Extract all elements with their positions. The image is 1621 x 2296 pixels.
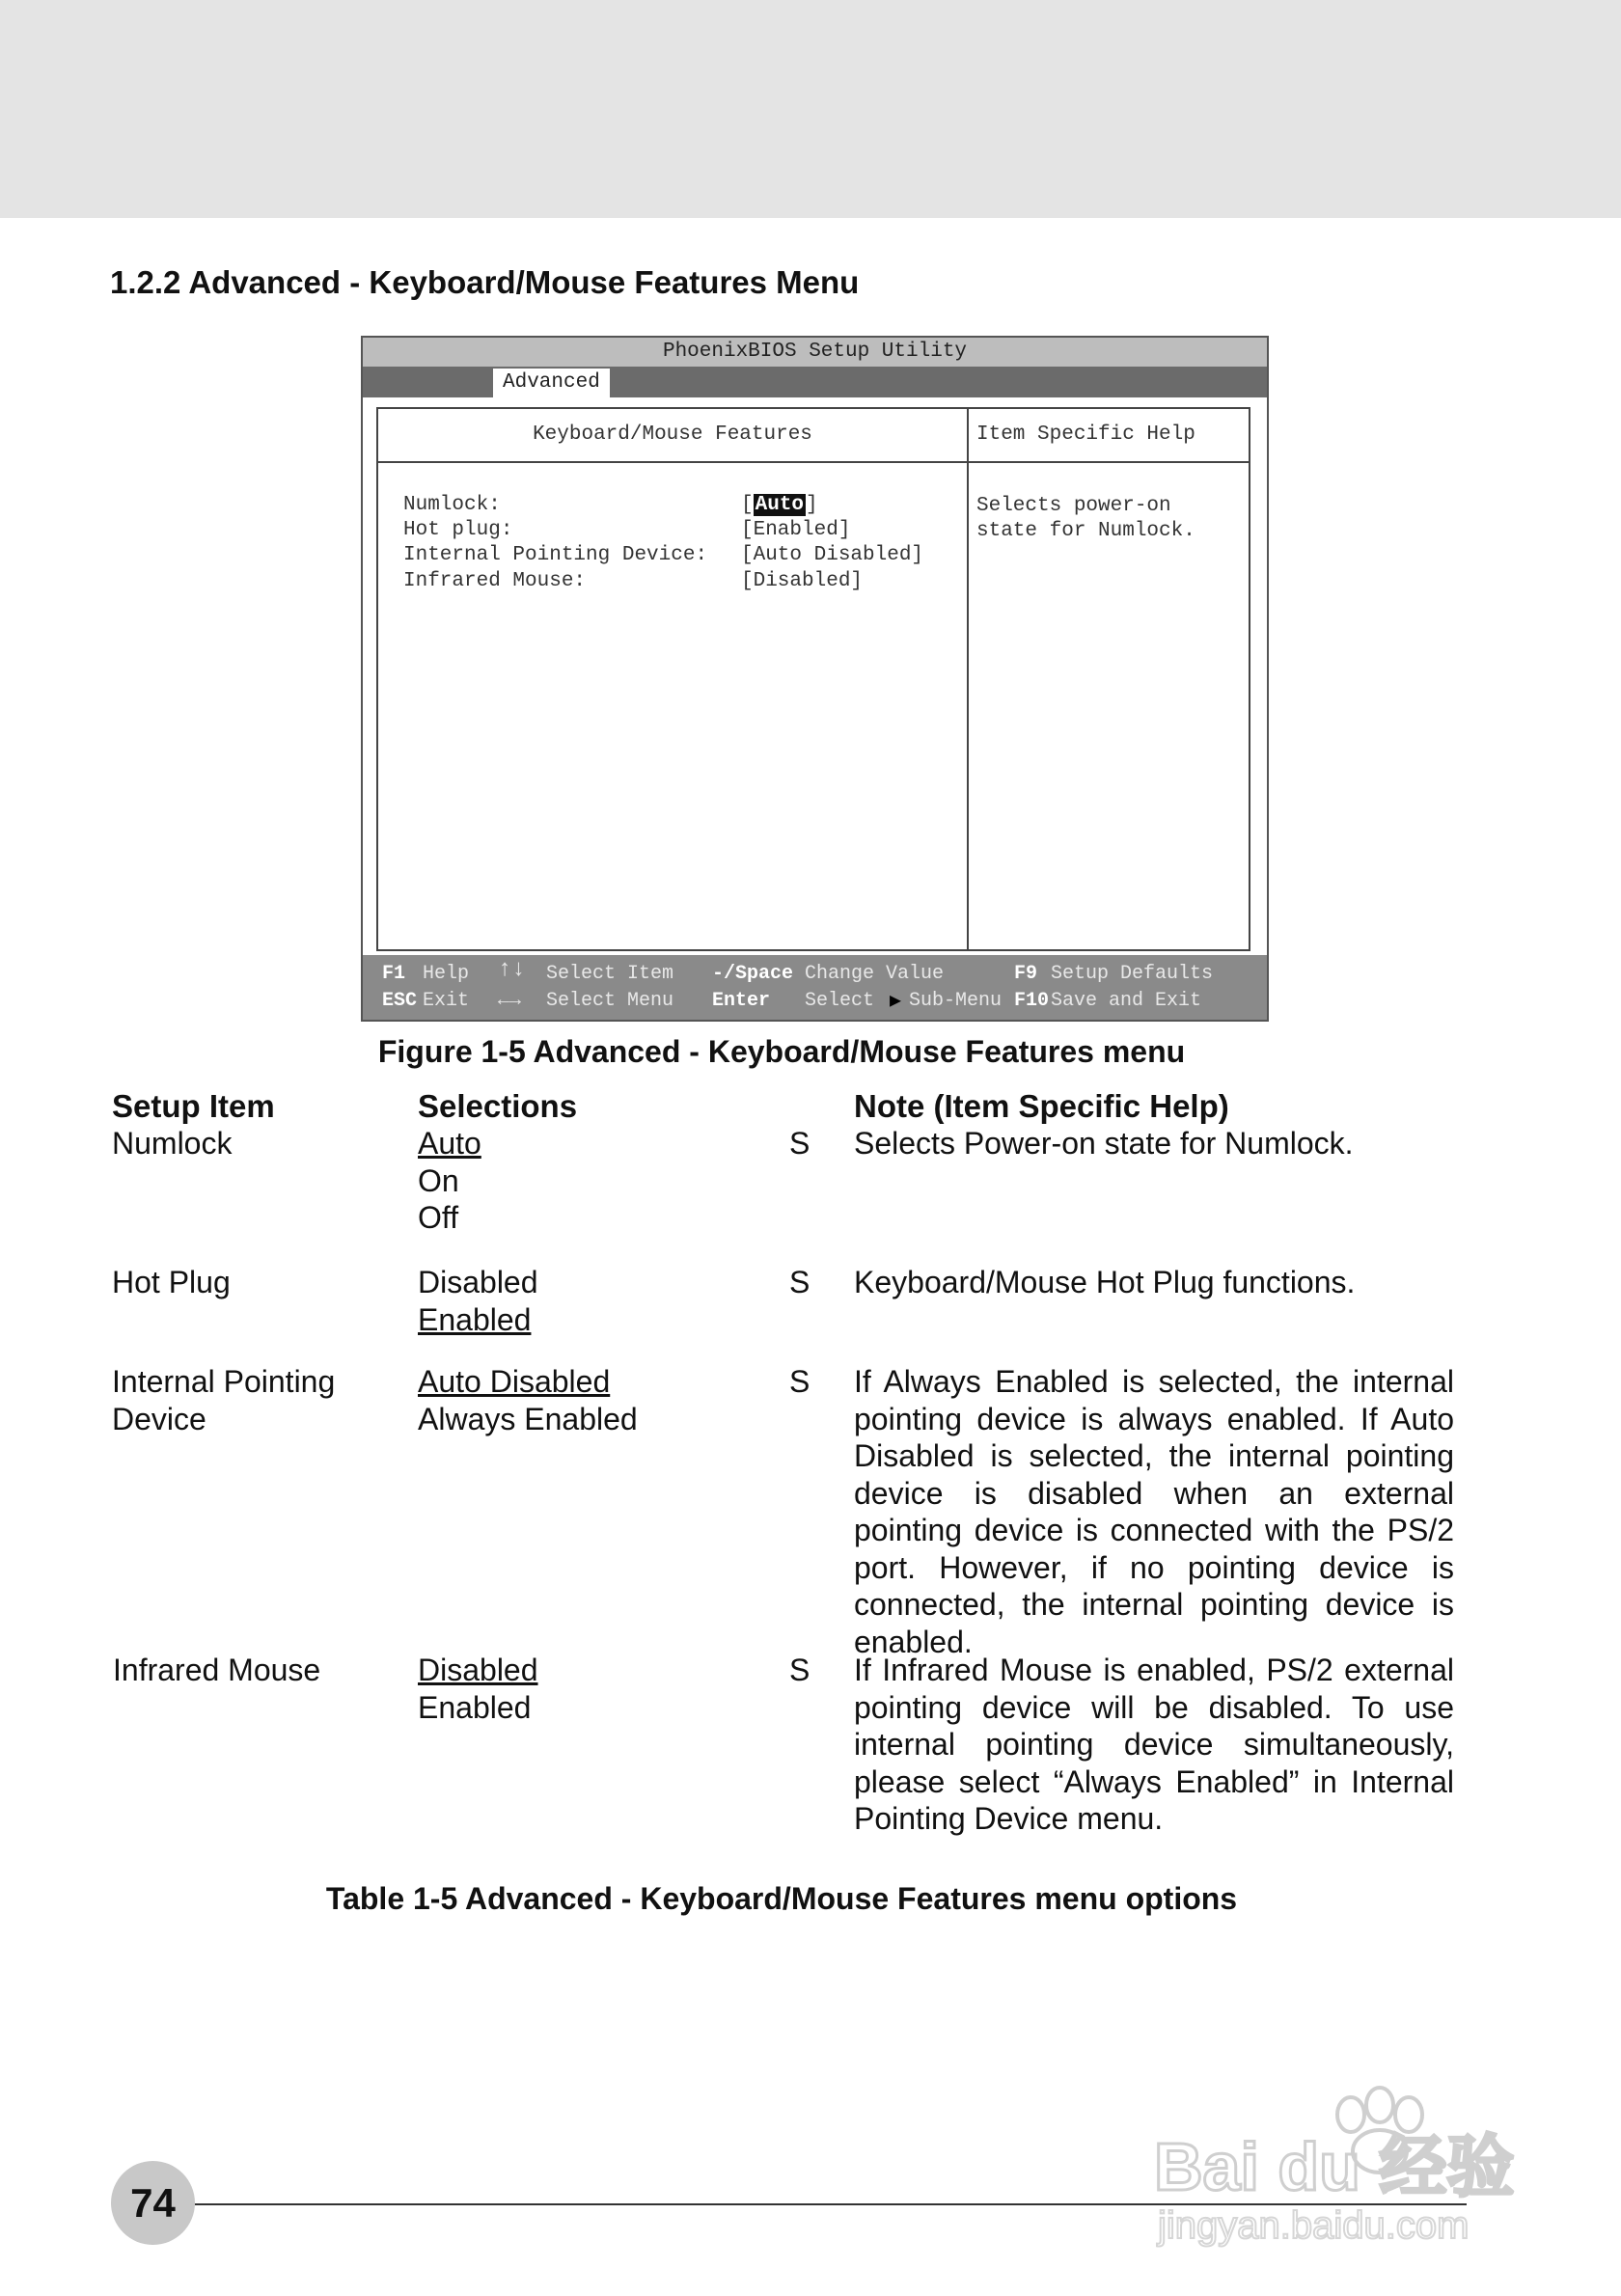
- key-esc: ESC: [382, 990, 418, 1012]
- table-cell-item: Numlock: [112, 1126, 233, 1161]
- page-number: 74: [111, 2161, 195, 2245]
- selection-list: [418, 1264, 538, 1338]
- footer-label: Select Menu: [546, 990, 674, 1012]
- bios-screenshot: [361, 336, 1269, 1022]
- selection: On: [418, 1162, 459, 1198]
- bios-row-value[interactable]: [Disabled]: [741, 570, 864, 592]
- table-cell-item: Infrared Mouse: [113, 1653, 321, 1687]
- footer-label: Sub-Menu: [909, 990, 1003, 1012]
- bios-tab-advanced[interactable]: Advanced: [493, 369, 610, 397]
- selection-list: [418, 1125, 481, 1237]
- table-cell-flag: S: [789, 1265, 810, 1299]
- bracket: ]: [806, 494, 818, 516]
- section-title: 1.2.2 Advanced - Keyboard/Mouse Features Menu: [110, 264, 860, 300]
- left-right-arrows-icon: ←→: [498, 990, 522, 1012]
- table-cell-note: If Always Enabled is selected, the internal pointing device is always enabled. If Auto Disabled is selected, the internal pointing device is disabled when an external pointing device is connected with the PS/2 port. However, if no pointing device is connected, the internal pointing device is enabled.: [854, 1364, 1454, 1659]
- bios-frame: [376, 407, 1250, 951]
- key-f9: F9: [1014, 963, 1038, 985]
- bios-panel-title: Keyboard/Mouse Features: [533, 424, 812, 446]
- key-f10: F10: [1014, 990, 1050, 1012]
- table-cell-flag: S: [789, 1653, 810, 1687]
- footer-label: Select Item: [546, 963, 674, 985]
- table-cell-note: Keyboard/Mouse Hot Plug functions.: [854, 1265, 1356, 1299]
- up-down-arrows-icon: ↑↓: [498, 957, 526, 983]
- table-cell-item: Internal Pointing Device: [112, 1364, 336, 1436]
- table-header-item: Setup Item: [112, 1088, 275, 1124]
- key-enter: Enter: [712, 990, 771, 1012]
- default-selection: Enabled: [418, 1301, 532, 1337]
- table-cell-flag: S: [789, 1364, 810, 1399]
- bios-row-value[interactable]: [Enabled]: [741, 519, 851, 541]
- default-selection: Disabled: [418, 1653, 538, 1687]
- table-header-note: Note (Item Specific Help): [854, 1088, 1229, 1124]
- bios-row-label: Hot plug:: [403, 519, 513, 541]
- footer-label: Save and Exit: [1051, 990, 1202, 1012]
- table-cell-note: Selects Power-on state for Numlock.: [854, 1126, 1354, 1161]
- bios-divider: [967, 409, 969, 949]
- table-cell-item: Hot Plug: [112, 1265, 231, 1299]
- selection: Always Enabled: [418, 1401, 638, 1436]
- bios-row-label: Infrared Mouse:: [403, 570, 587, 592]
- bios-row-label: Internal Pointing Device:: [403, 544, 708, 566]
- footer-label: Exit: [423, 990, 470, 1012]
- figure-caption: Figure 1-5 Advanced - Keyboard/Mouse Features menu: [377, 1034, 1186, 1069]
- watermark-url: jingyan.baidu.com: [1158, 2204, 1470, 2247]
- bracket: [: [741, 494, 754, 516]
- selection: Enabled: [418, 1689, 532, 1725]
- selection: Off: [418, 1200, 459, 1235]
- bios-title: PhoenixBIOS Setup Utility: [363, 338, 1267, 367]
- triangle-right-icon: ▶: [890, 991, 902, 1013]
- selection: Disabled: [418, 1265, 538, 1299]
- baidu-watermark: [1148, 2055, 1525, 2248]
- default-selection: Auto Disabled: [418, 1364, 611, 1399]
- header-band: [0, 0, 1621, 218]
- selected-value[interactable]: Auto: [755, 494, 805, 516]
- footer-label: Help: [423, 963, 470, 985]
- default-selection: Auto: [418, 1126, 481, 1161]
- watermark-brand: Bai du 经验: [1154, 2129, 1515, 2204]
- selection-list: [418, 1652, 538, 1726]
- key-f1: F1: [382, 963, 406, 985]
- selection-list: [418, 1363, 638, 1437]
- bios-help-title: Item Specific Help: [976, 424, 1195, 446]
- footer-label: Select: [805, 990, 875, 1012]
- bios-footer: [363, 955, 1267, 1020]
- key-minus-space: -/Space: [712, 963, 794, 985]
- footer-label: Change Value: [805, 963, 945, 985]
- bios-divider: [378, 461, 1249, 463]
- bios-help-text: Selects power-on state for Numlock.: [976, 495, 1195, 542]
- bios-row-value[interactable]: [741, 494, 818, 516]
- footer-label: Setup Defaults: [1051, 963, 1214, 985]
- table-cell-note: If Infrared Mouse is enabled, PS/2 external pointing device will be disabled. To use internal pointing device simultaneously, please select “Always Enabled” in Internal Pointing Device menu.: [854, 1653, 1454, 1836]
- bios-row-label: Numlock:: [403, 494, 501, 516]
- table-caption: Table 1-5 Advanced - Keyboard/Mouse Features menu options: [325, 1881, 1238, 1916]
- bios-row-value[interactable]: [Auto Disabled]: [741, 544, 924, 566]
- table-header-selections: Selections: [418, 1088, 578, 1124]
- table-cell-flag: S: [789, 1126, 810, 1161]
